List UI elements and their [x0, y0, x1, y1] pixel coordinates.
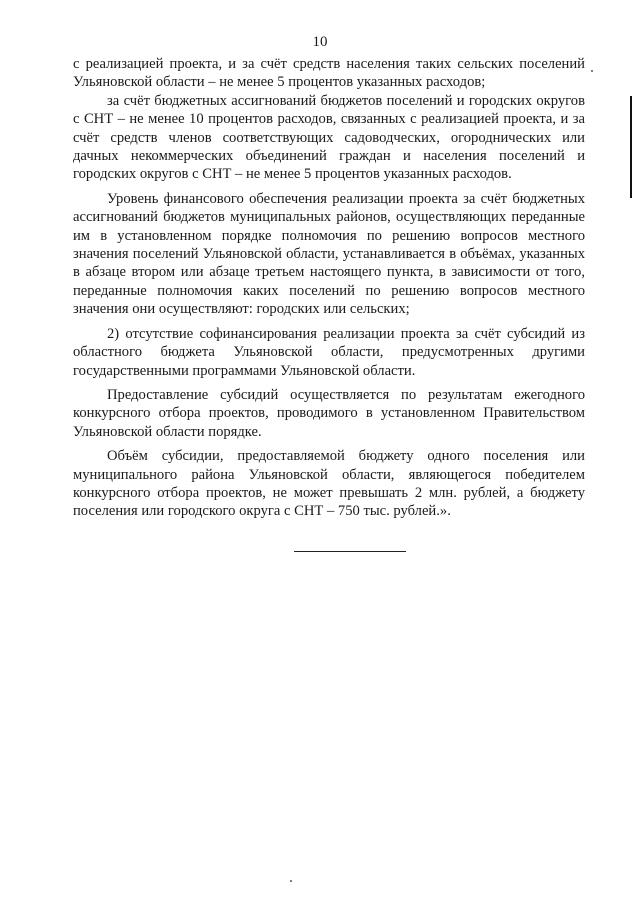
paragraph-1: с реализацией проекта, и за счёт средств населения таких сельских поселений Ульяновской области – не менее 5 процентов указанных расходов;: [73, 56, 585, 91]
paragraph-6: Объём субсидии, предоставляемой бюджету одного поселения или муниципального района Ульяновской области, являющегося победителем конкурсного отбора проектов, не может превышать 2 млн. рублей, а бюджету поселения или городского округа с СНТ – 750 тыс. рублей.».: [73, 448, 585, 520]
paragraph-5: Предоставление субсидий осуществляется по результатам ежегодного конкурсного отбора проектов, проводимого в установленном Правительством Ульяновской области порядке.: [73, 386, 585, 440]
scan-speck: [591, 70, 593, 72]
document-body: [73, 55, 585, 521]
paragraph-2: за счёт бюджетных ассигнований бюджетов поселений и городских округов с СНТ – не менее 10 процентов расходов, связанных с реализацией проекта, и за счёт средств членов соответствующих садоводческих, огороднических или дачных некоммерческих объединений граждан и населения поселений и городских округов с СНТ – не менее 5 процентов указанных расходов.: [73, 92, 585, 183]
paragraph-4: 2) отсутствие софинансирования реализации проекта за счёт субсидий из областного бюджета Ульяновской области, предусмотренных другими государственными программами Ульяновской области.: [73, 325, 585, 379]
end-separator-line: [294, 551, 406, 552]
scan-edge-mark: [630, 96, 632, 198]
scan-speck: [290, 880, 292, 882]
page-number: 10: [312, 34, 328, 50]
paragraph-3: Уровень финансового обеспечения реализации проекта за счёт бюджетных ассигнований бюджетов муниципальных районов, осуществляющих переданные им в установленном порядке полномочия по решению вопросов местного значения поселений Ульяновской области, устанавливается в объёмах, указанных в абзаце втором или абзаце третьем настоящего пункта, в зависимости от того, переданные полномочия каких поселений по решению вопросов местного значения они осуществляют: городских или сельских;: [73, 190, 585, 318]
